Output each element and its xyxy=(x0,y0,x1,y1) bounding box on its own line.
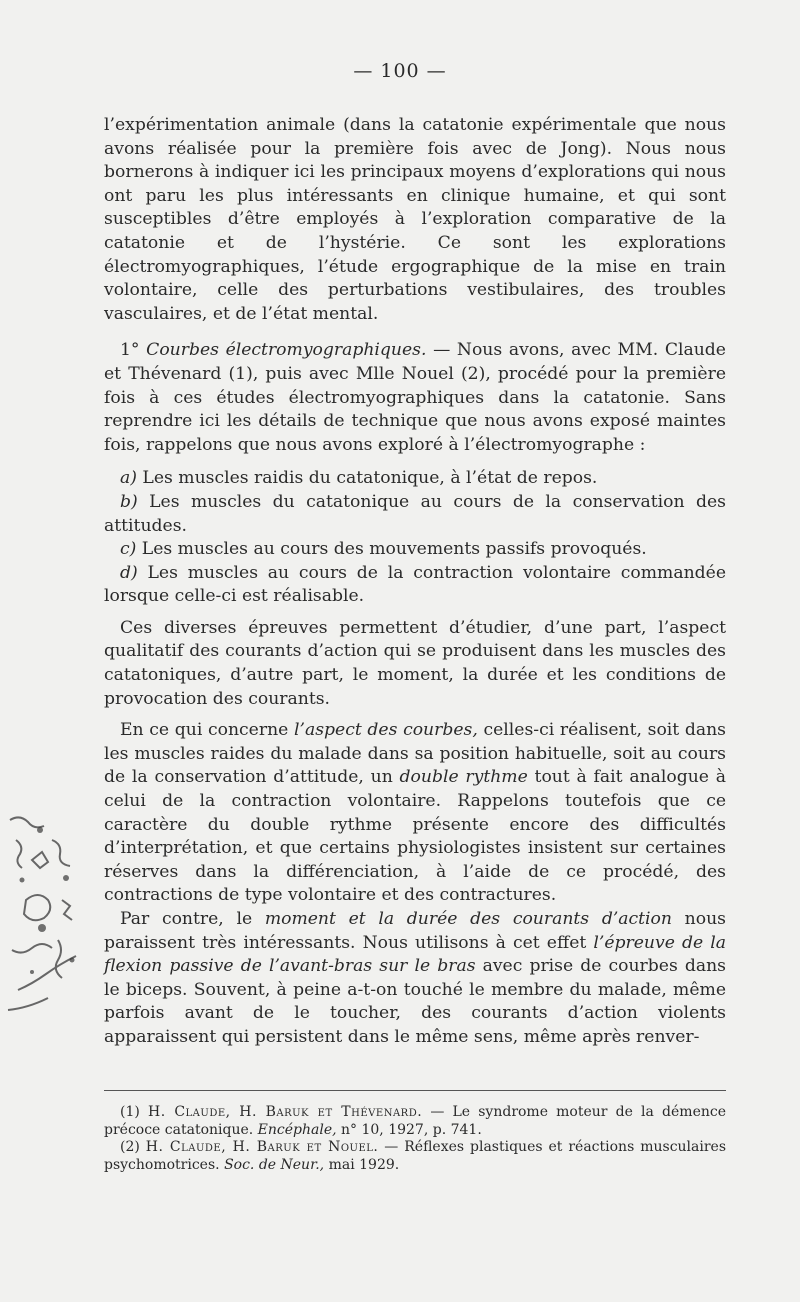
footnote-2 xyxy=(104,1139,726,1174)
footnote-text: — Réflexes plastiques et réactions musculaires psychomotrices. xyxy=(104,1139,727,1173)
footnotes xyxy=(104,1104,726,1174)
footnote-text: n° 10, 1927, p. 741. xyxy=(336,1121,482,1138)
text-run: avec prise de courbes dans le biceps. Souvent, à peine a-t-on touché le membre du malade, même parfois avant de le toucher, des courants d’action violents apparaissent qui persistent dans le même sens, même après renver- xyxy=(104,956,726,1047)
footnote-authors: H. Claude, H. Baruk et Thévenard. xyxy=(148,1104,423,1120)
italic-run: l’épreuve de la flexion passive de l’avant-bras sur le bras xyxy=(104,932,726,977)
footnote-1 xyxy=(104,1104,726,1139)
list-text: Les muscles raidis du catatonique, à l’état de repos. xyxy=(136,468,598,489)
page-number: — 100 — xyxy=(353,60,447,82)
italic-run: double rythme xyxy=(399,767,528,788)
list-label: c) xyxy=(120,539,137,560)
italic-run: moment et la durée des courants d’action xyxy=(264,909,672,929)
list-item xyxy=(104,562,726,609)
text-run: nous paraissent très intéressants. Nous utilisons à cet effet xyxy=(104,909,726,953)
list-text: Les muscles au cours de la contraction volontaire commandée lorsque celle-ci est réalisable. xyxy=(104,562,726,607)
list-item xyxy=(104,538,726,562)
text-run: Par contre, le xyxy=(120,909,265,929)
paragraph-3: Ces diverses épreuves permettent d’étudier, d’une part, l’aspect qualitatif des courants d’action qui se produisent dans les muscles des catatoniques, d’autre part, le moment, la durée et les conditions de provocation des courants. xyxy=(104,617,726,709)
list-label: a) xyxy=(120,468,137,489)
section-title: Courbes électromyographiques. xyxy=(146,340,427,361)
footnote-number: (1) xyxy=(120,1104,148,1120)
paragraph-1: l’expérimentation animale (dans la catatonie expérimentale que nous avons réalisée pour la première fois avec de Jong). Nous nous bornerons à indiquer ici les principaux moyens d’explorations qui nous ont paru les plus intéressants en clinique humaine, et qui sont susceptibles d’être employés à l’exploration comparative de la catatonie et de l’hystérie. Ce sont les explorations électromyographiques, l’étude ergographique de la mise en train volontaire, celle des perturbations vestibulaires, des troubles vasculaires, et de l’état mental. xyxy=(104,115,726,324)
text-run: celles-ci réalisent, soit dans les muscles raides du malade dans sa position habituelle, soit au cours de la conservation d’attitude, un xyxy=(104,720,727,788)
text-run: En ce qui concerne xyxy=(120,720,294,741)
footnote-number: (2) xyxy=(120,1139,146,1155)
section-number: 1° xyxy=(120,340,147,361)
italic-run: l’aspect des courbes, xyxy=(294,720,478,741)
paragraph-4 xyxy=(104,719,726,908)
list-text: Les muscles du catatonique au cours de la conservation des attitudes. xyxy=(104,491,726,536)
footnote-divider xyxy=(104,1090,726,1091)
paragraph-5 xyxy=(104,908,726,1050)
footnote-text: mai 1929. xyxy=(324,1156,400,1173)
library-stamp-mark xyxy=(2,800,92,1030)
footnote-authors: H. Claude, H. Baruk et Nouel. xyxy=(145,1139,379,1155)
list-label: b) xyxy=(120,491,138,512)
list-item xyxy=(104,491,726,538)
paragraph-2 xyxy=(104,339,726,457)
footnote-journal: Encéphale, xyxy=(257,1121,337,1138)
text-run: tout à fait analogue à celui de la contraction volontaire. Rappelons toutefois que ce caractère du double rythme présente encore des difficultés d’interprétation, et que certains physiologistes insistent sur certaines réserves dans la différenciation, à l’aide de ce procédé, des contractions de type volontaire et des contractures. xyxy=(104,767,726,906)
list-item xyxy=(104,467,726,491)
footnote-text: — Le syndrome moteur de la démence précoce catatonique. xyxy=(104,1104,726,1138)
main-text xyxy=(104,114,726,1050)
footnote-journal: Soc. de Neur., xyxy=(224,1156,325,1173)
paragraph-2-text: — Nous avons, avec MM. Claude et Thévenard (1), puis avec Mlle Nouel (2), procédé pour la première fois à ces études électromyographiques dans la catatonie. Sans reprendre ici les détails de technique que nous avons exposé maintes fois, rappelons que nous avons exploré à l’électromyographe : xyxy=(104,340,726,455)
list-text: Les muscles au cours des mouvements passifs provoqués. xyxy=(136,539,647,560)
list-label: d) xyxy=(120,562,138,583)
